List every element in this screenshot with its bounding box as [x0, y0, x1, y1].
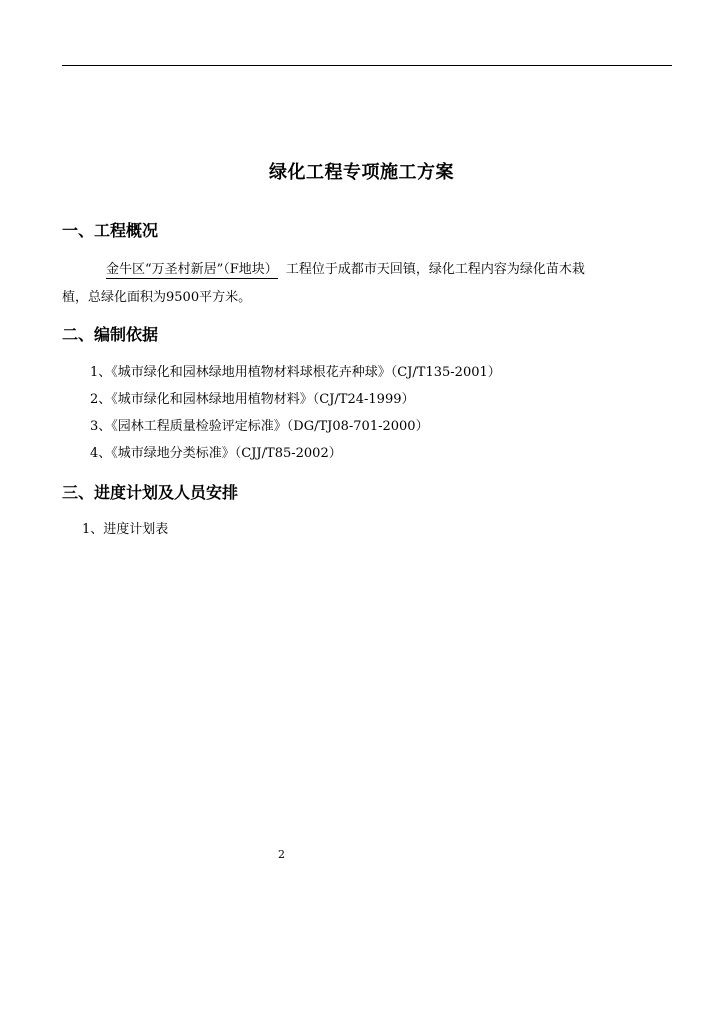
section-heading-schedule: 三、进度计划及人员安排	[62, 483, 239, 502]
project-name-underlined: 金牛区“万圣村新居”（F地块）	[106, 262, 278, 277]
section-heading-overview: 一、工程概况	[62, 221, 159, 240]
basis-item-4: 4、《城市绿地分类标准》（CJJ/T85-2002）	[90, 446, 342, 461]
document-title: 绿化工程专项施工方案	[269, 162, 454, 183]
schedule-item-1: 1、进度计划表	[82, 522, 169, 537]
overview-paragraph-line-2: 植，总绿化面积为9500平方米。	[62, 290, 252, 305]
overview-line-1-rest: 工程位于成都市天回镇，绿化工程内容为绿化苗木栽	[285, 262, 585, 277]
page-number: 2	[278, 848, 285, 861]
basis-item-3: 3、《园林工程质量检验评定标准》（DG/TJ08-701-2000）	[90, 419, 429, 434]
header-rule	[62, 65, 672, 66]
basis-item-1: 1、《城市绿化和园林绿地用植物材料球根花卉种球》（CJ/T135-2001）	[90, 365, 501, 380]
basis-item-2: 2、《城市绿化和园林绿地用植物材料》（CJ/T24-1999）	[90, 392, 415, 407]
section-heading-basis: 二、编制依据	[62, 325, 159, 344]
overview-paragraph-line-1	[106, 258, 585, 277]
